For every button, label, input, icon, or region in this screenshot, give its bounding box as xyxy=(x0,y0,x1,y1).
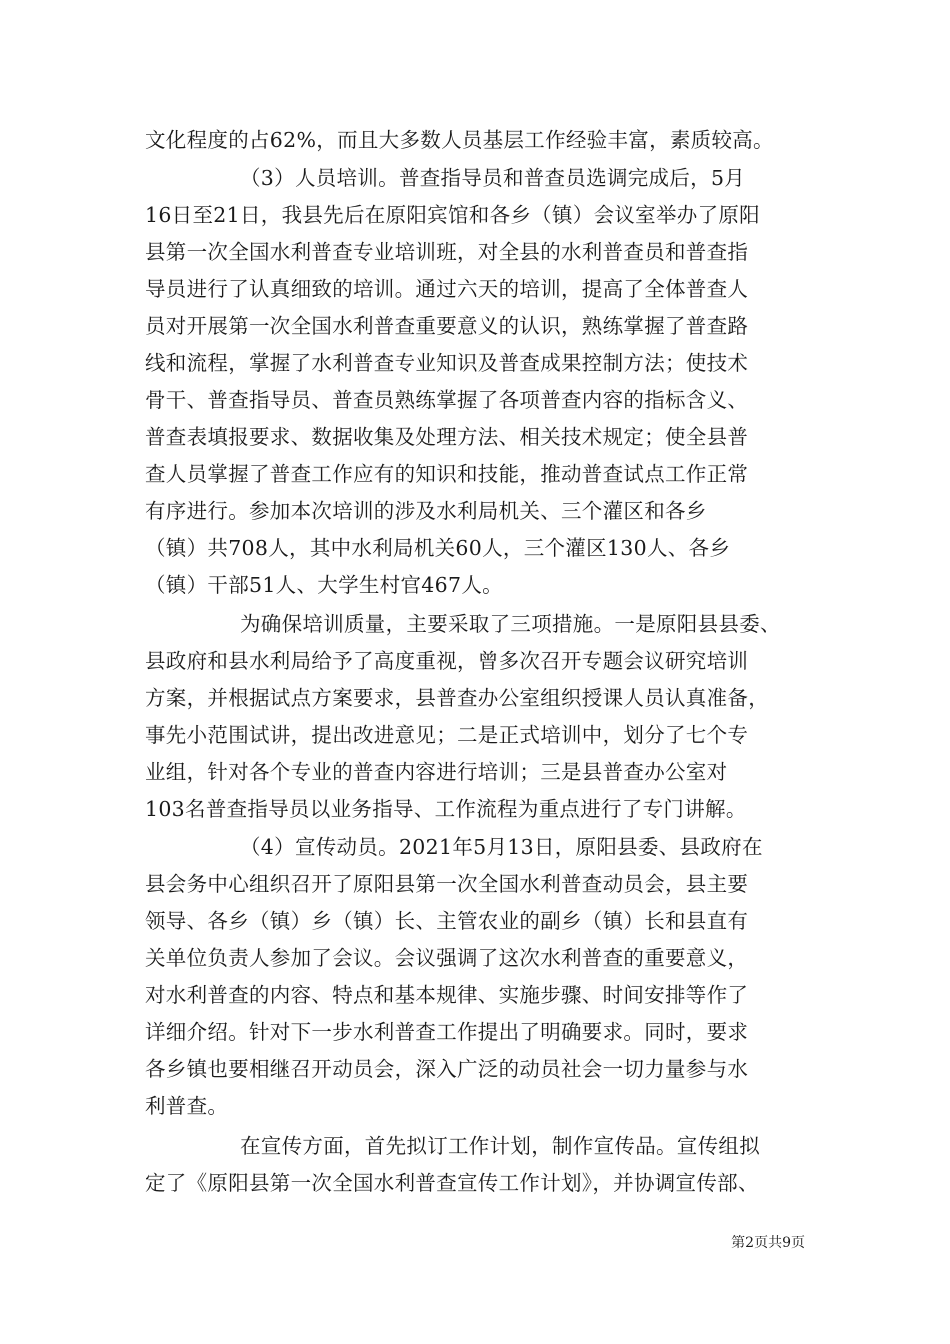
text-line: 业组，针对各个专业的普查内容进行培训；三是县普查办公室对 xyxy=(145,760,728,784)
text-line: 领导、各乡（镇）乡（镇）长、主管农业的副乡（镇）长和县直有 xyxy=(145,909,749,933)
text-line: 详细介绍。针对下一步水利普查工作提出了明确要求。同时，要求 xyxy=(145,1020,749,1044)
text-line: 县政府和县水利局给予了高度重视，曾多次召开专题会议研究培训 xyxy=(145,649,749,673)
text-line: 各乡镇也要相继召开动员会，深入广泛的动员社会一切力量参与水 xyxy=(145,1057,749,1081)
text-line: 方案，并根据试点方案要求，县普查办公室组织授课人员认真准备， xyxy=(145,686,769,710)
text-line: 16日至21日，我县先后在原阳宾馆和各乡（镇）会议室举办了原阳 xyxy=(145,203,760,227)
text-line: 导员进行了认真细致的培训。通过六天的培训，提高了全体普查人 xyxy=(145,277,749,301)
text-line: 利普查。 xyxy=(145,1094,229,1118)
text-line: 普查表填报要求、数据收集及处理方法、相关技术规定；使全县普 xyxy=(145,425,749,449)
text-line: 线和流程，掌握了水利普查专业知识及普查成果控制方法；使技术 xyxy=(145,351,749,375)
text-line: 员对开展第一次全国水利普查重要意义的认识，熟练掌握了普查路 xyxy=(145,314,749,338)
text-line: （3）人员培训。普查指导员和普查员选调完成后，5月 xyxy=(240,166,746,190)
text-line: 在宣传方面，首先拟订工作计划，制作宣传品。宣传组拟 xyxy=(240,1134,760,1158)
text-line: 县第一次全国水利普查专业培训班，对全县的水利普查员和普查指 xyxy=(145,240,749,264)
text-line: 事先小范围试讲，提出改进意见；二是正式培训中，划分了七个专 xyxy=(145,723,749,747)
text-line: 关单位负责人参加了会议。会议强调了这次水利普查的重要意义， xyxy=(145,946,749,970)
text-line: 有序进行。参加本次培训的涉及水利局机关、三个灌区和各乡 xyxy=(145,499,707,523)
text-line: 定了《原阳县第一次全国水利普查宣传工作计划》，并协调宣传部、 xyxy=(145,1171,759,1195)
text-line: （镇）共708人，其中水利局机关60人，三个灌区130人、各乡 xyxy=(145,536,731,560)
text-line: （镇）干部51人、大学生村官467人。 xyxy=(145,573,503,597)
text-line: 文化程度的占62%，而且大多数人员基层工作经验丰富，素质较高。 xyxy=(145,128,774,152)
page-number-footer: 第2页共9页 xyxy=(731,1235,805,1251)
text-line: （4）宣传动员。2021年5月13日，原阳县委、县政府在 xyxy=(240,835,763,859)
text-line: 103名普查指导员以业务指导、工作流程为重点进行了专门讲解。 xyxy=(145,797,747,821)
text-line: 县会务中心组织召开了原阳县第一次全国水利普查动员会，县主要 xyxy=(145,872,749,896)
text-line: 骨干、普查指导员、普查员熟练掌握了各项普查内容的指标含义、 xyxy=(145,388,749,412)
text-line: 查人员掌握了普查工作应有的知识和技能，推动普查试点工作正常 xyxy=(145,462,749,486)
text-line: 对水利普查的内容、特点和基本规律、实施步骤、时间安排等作了 xyxy=(145,983,749,1007)
text-line: 为确保培训质量，主要采取了三项措施。一是原阳县县委、 xyxy=(240,612,781,636)
